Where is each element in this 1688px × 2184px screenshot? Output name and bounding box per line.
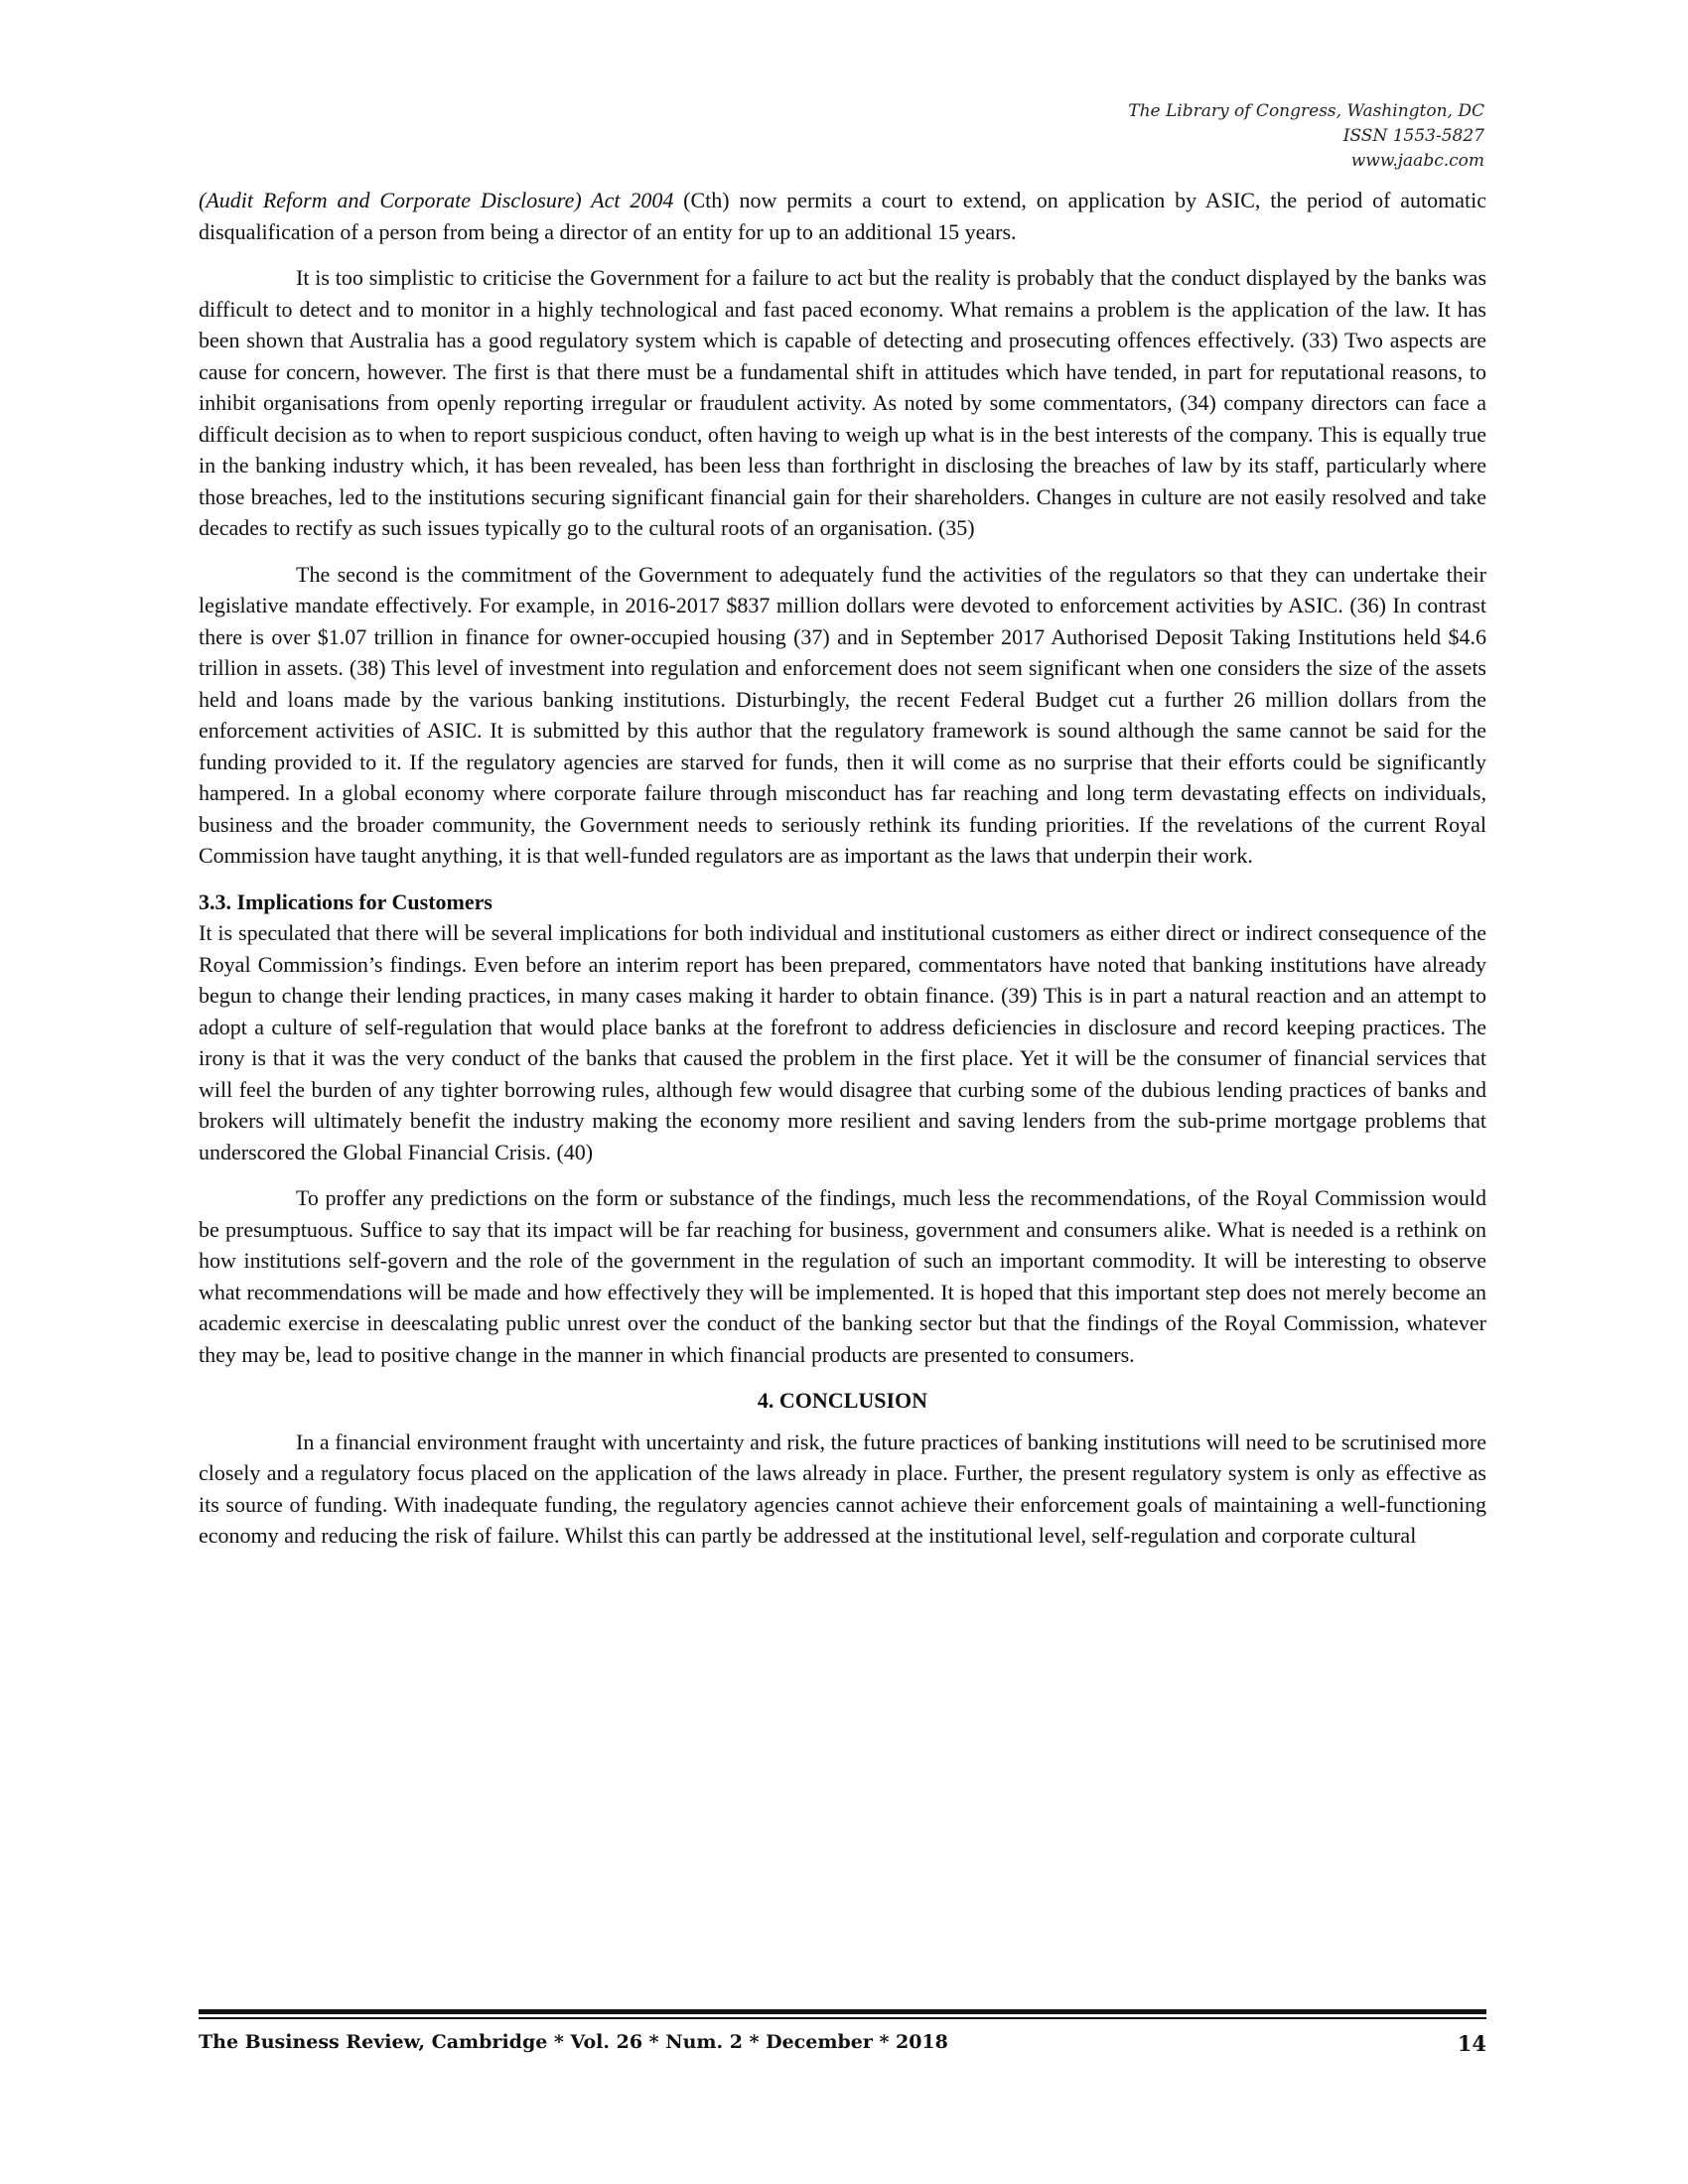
footer-rule-thick (199, 2009, 1486, 2014)
running-header (1128, 99, 1484, 174)
act-title: (Audit Reform and Corporate Disclosure) Act 2004 (199, 188, 674, 212)
header-library: The Library of Congress, Washington, DC (1128, 101, 1484, 121)
subsection-heading: 3.3. Implications for Customers (199, 888, 492, 914)
paragraph-implications: It is speculated that there will be several implications for both individual and institutional customers as either direct or indirect consequence of the Royal Commission’s findings. Even before an interim report has been prepared, commentators have noted that banking institutions have already begun to change their lending practices, in many cases making it harder to obtain finance. (39) This is in part a natural reaction and an attempt to adopt a culture of self-regulation that would place banks at the forefront to address deficiencies in disclosure and record keeping practices. The irony is that it was the very conduct of the banks that caused the problem in the first place. Yet it will be the consumer of financial services that will feel the burden of any tighter borrowing rules, although few would disagree that curbing some of the dubious lending practices of banks and brokers will ultimately benefit the industry making the economy more resilient and saving lenders from the sub-prime mortgage problems that underscored the Global Financial Crisis. (40) (199, 920, 1486, 1164)
paragraph-continuation (199, 185, 1486, 247)
footer-journal-citation: The Business Review, Cambridge * Vol. 26 * Num. 2 * December * 2018 (199, 2031, 948, 2053)
footer-rule-thin (199, 2017, 1486, 2019)
header-issn: ISSN 1553-5827 (1342, 126, 1484, 146)
page-number: 14 (1457, 2031, 1486, 2056)
running-footer (199, 2031, 1486, 2061)
paragraph-continuation-text: (Cth) now permits a court to extend, on application by ASIC, the period of automatic disqualification of a person from being a director of an entity for up to an additional 15 years. (199, 188, 1487, 244)
section-heading-conclusion: 4. CONCLUSION (757, 1388, 928, 1413)
header-website: www.jaabc.com (1350, 151, 1484, 171)
paragraph-funding: The second is the commitment of the Government to adequately fund the activities of the regulators so that they can undertake their legislative mandate effectively. For example, in 2016-2017 $837 million dollars were devoted to enforcement activities by ASIC. (36) In contrast there is over $1.07 trillion in finance for owner-occupied housing (37) and in September 2017 Authorised Deposit Taking Institutions held $4.6 trillion in assets. (38) This level of investment into regulation and enforcement does not seem significant when one considers the size of the assets held and loans made by the various banking institutions. Disturbingly, the recent Federal Budget cut a further 26 million dollars from the enforcement activities of ASIC. It is submitted by this author that the regulatory framework is sound although the same cannot be said for the funding provided to it. If the regulatory agencies are starved for funds, then it will come as no surprise that their efforts could be significantly hampered. In a global economy where corporate failure through misconduct has far reaching and long term devastating effects on individuals, business and the broader community, the Government needs to seriously rethink its funding priorities. If the revelations of the current Royal Commission have taught anything, it is that well-funded regulators are as important as the laws that underpin their work. (199, 561, 1486, 868)
paragraph-regulatory-system: It is too simplistic to criticise the Government for a failure to act but the reality is probably that the conduct displayed by the banks was difficult to detect and to monitor in a highly technological and fast paced economy. What remains a problem is the application of the law. It has been shown that Australia has a good regulatory system which is capable of detecting and prosecuting offences effectively. (33) Two aspects are cause for concern, however. The first is that there must be a fundamental shift in attitudes which have tended, in part for reputational reasons, to inhibit organisations from openly reporting irregular or fraudulent activity. As noted by some commentators, (34) company directors can face a difficult decision as to when to report suspicious conduct, often having to weigh up what is in the best interests of the company. This is equally true in the banking industry which, it has been revealed, has been less than forthright in disclosing the breaches of law by its staff, particularly where those breaches, led to the institutions securing significant financial gain for their shareholders. Changes in culture are not easily resolved and take decades to rectify as such issues typically go to the cultural roots of an organisation. (35) (199, 265, 1486, 540)
paragraph-predictions: To proffer any predictions on the form or substance of the findings, much less the recommendations, of the Royal Commission would be presumptuous. Suffice to say that its impact will be far reaching for business, government and consumers alike. What is needed is a rethink on how institutions self-govern and the role of the government in the regulation of such an important commodity. It will be interesting to observe what recommendations will be made and how effectively they will be implemented. It is hoped that this important step does not merely become an academic exercise in deescalating public unrest over the conduct of the banking sector but that the findings of the Royal Commission, whatever they may be, lead to positive change in the manner in which financial products are presented to consumers. (199, 1185, 1486, 1367)
article-body (199, 185, 1486, 1567)
paragraph-conclusion: In a financial environment fraught with uncertainty and risk, the future practices of banking institutions will need to be scrutinised more closely and a regulatory focus placed on the application of the laws already in place. Further, the present regulatory system is only as effective as its source of funding. With inadequate funding, the regulatory agencies cannot achieve their enforcement goals of maintaining a well-functioning economy and reducing the risk of failure. Whilst this can partly be addressed at the institutional level, self-regulation and corporate cultural (199, 1429, 1486, 1548)
